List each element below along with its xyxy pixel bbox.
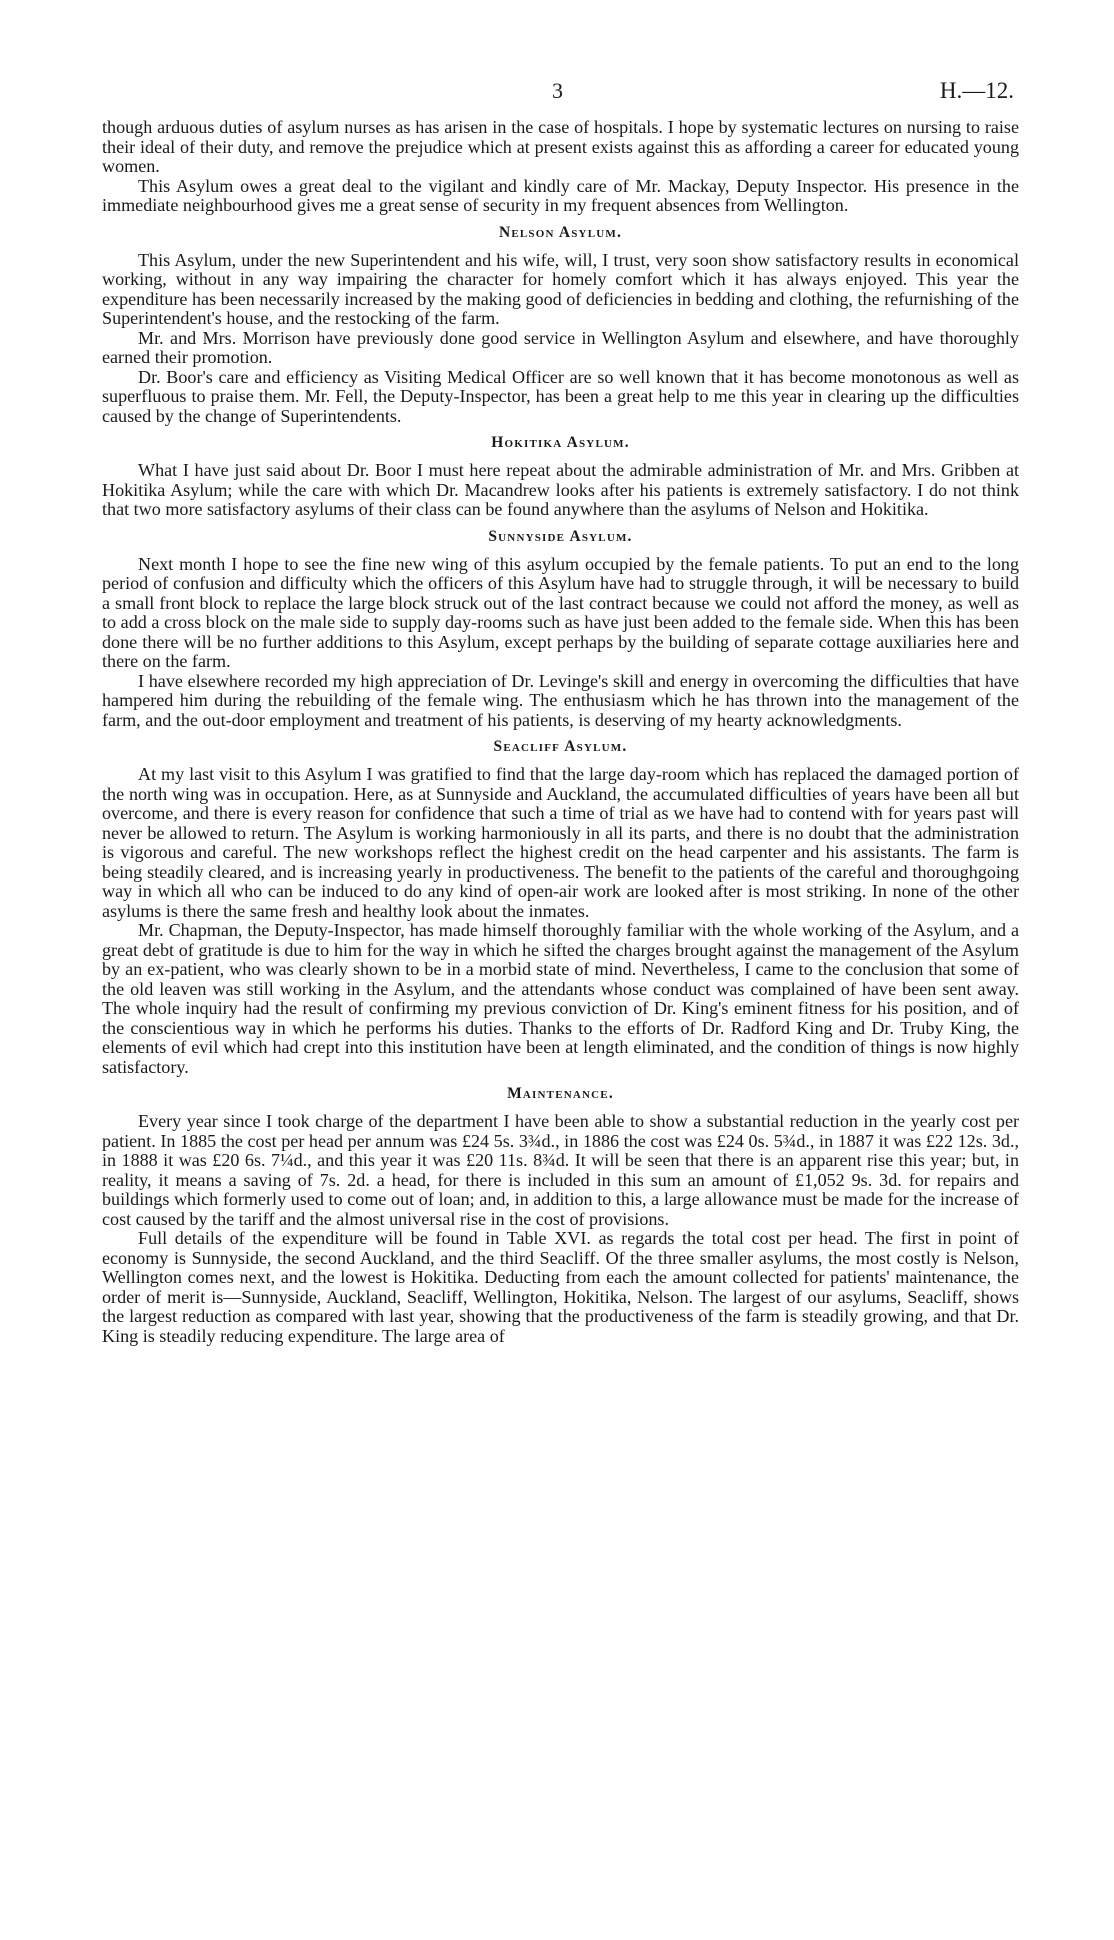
paragraph: Mr. and Mrs. Morrison have previously done good service in Wellington Asylum and elsewhere, and have thoroughly earned their promotion. xyxy=(102,327,1019,367)
section-heading: Seacliff Asylum. xyxy=(493,738,628,755)
running-header xyxy=(102,70,1019,118)
section-seacliff-asylum xyxy=(102,737,1019,1077)
paragraph: though arduous duties of asylum nurses as has arisen in the case of hospitals. I hope by systematic lectures on nursing to raise their ideal of their duty, and remove the prejudice which at present exists against this as affording a career for educated young women. xyxy=(102,117,1019,176)
section-heading: Hokitika Asylum. xyxy=(491,434,630,451)
paragraph: What I have just said about Dr. Boor I must here repeat about the admirable administration of Mr. and Mrs. Gribben at Hokitika Asylum; while the care with which Dr. Macandrew looks after his patients is extremely satisfactory. I do not think that two more satisfactory asylums of their class can be found anywhere than the asylums of Nelson and Hokitika. xyxy=(102,460,1019,519)
paragraph: This Asylum owes a great deal to the vigilant and kindly care of Mr. Mackay, Deputy Inspector. His presence in the immediate neighbourhood gives me a great sense of security in my frequent absences from Wellington. xyxy=(102,175,1019,215)
section-sunnyside-asylum xyxy=(102,527,1019,731)
paragraph: This Asylum, under the new Superintendent and his wife, will, I trust, very soon show satisfactory results in economical working, without in any way impairing the character for homely comfort which it has always enjoyed. This year the expenditure has been necessarily increased by the making good of deficiencies in bedding and clothing, the refurnishing of the Superintendent's house, and the restocking of the farm. xyxy=(102,249,1019,328)
section-maintenance xyxy=(102,1084,1019,1346)
page-number: 3 xyxy=(552,78,563,103)
paragraph: Every year since I took charge of the department I have been able to show a substantial reduction in the yearly cost per patient. In 1885 the cost per head per annum was £24 5s. 3¾d., in 1886 the cost was £24 0s. 5¾d., in 1887 it was £22 12s. 3d., in 1888 it was £20 6s. 7¼d., and this year it was £20 11s. 8¾d. It will be seen that there is an apparent rise this year; but, in reality, it means a saving of 7s. 2d. a head, for there is included in this sum an amount of £1,052 9s. 3d. for repairs and buildings which formerly used to come out of loan; and, in addition to this, a large allowance must be made for the increase of cost caused by the tariff and the almost universal rise in the cost of provisions. xyxy=(102,1111,1019,1229)
paragraph: Dr. Boor's care and efficiency as Visiting Medical Officer are so well known that it has become monotonous as well as superfluous to praise them. Mr. Fell, the Deputy-Inspector, has been a great help to me this year in clearing up the difficulties caused by the change of Superintendents. xyxy=(102,366,1019,426)
document-reference: H.—12. xyxy=(939,78,1014,103)
section-hokitika-asylum xyxy=(102,433,1019,520)
paragraph: Next month I hope to see the fine new wing of this asylum occupied by the female patients. To put an end to the long period of confusion and difficulty which the officers of this Asylum have had to struggle through, it will be necessary to build a small front block to replace the large block struck out of the last contract because we could not afford the money, as well as to add a cross block on the male side to supply day-rooms such as have just been added to the female side. When this has been done there will be no further additions to this Asylum, except perhaps by the building of separate cottage auxiliaries here and there on the farm. xyxy=(102,553,1019,671)
paragraph: I have elsewhere recorded my high appreciation of Dr. Levinge's skill and energy in overcoming the difficulties that have hampered him during the rebuilding of the female wing. The enthusiasm which he has thrown into the management of the farm, and the out-door employment and treatment of his patients, is deserving of my hearty acknowledgments. xyxy=(102,670,1019,730)
section-heading: Nelson Asylum. xyxy=(498,223,623,241)
paragraph: Mr. Chapman, the Deputy-Inspector, has made himself thoroughly familiar with the whole working of the Asylum, and a great debt of gratitude is due to him for the way in which he sifted the charges brought against the management of the Asylum by an ex-patient, who was clearly shown to be in a morbid state of mind. Nevertheless, I came to the conclusion that some of the old leaven was still working in the Asylum, and the attendants whose conduct was complained of have been sent away. The whole inquiry had the result of confirming my previous conviction of Dr. King's eminent fitness for his position, and of the conscientious way in which he performs his duties. Thanks to the efforts of Dr. Radford King and Dr. Truby King, the elements of evil which had crept into this institution have been at length eliminated, and the condition of things is now highly satisfactory. xyxy=(102,920,1019,1077)
section-opening-continuation xyxy=(102,118,1019,216)
section-nelson-asylum xyxy=(102,223,1019,427)
paragraph: At my last visit to this Asylum I was gratified to find that the large day-room which has replaced the damaged portion of the north wing was in occupation. Here, as at Sunnyside and Auckland, the accumulated difficulties of years have been all but overcome, and there is every reason for confidence that such a time of trial as we have had to contend with for years past will never be allowed to return. The Asylum is working harmoniously in all its parts, and there is no doubt that the administration is vigorous and careful. The new workshops reflect the highest credit on the head carpenter and his assistants. The farm is being steadily cleared, and is increasing yearly in productiveness. The benefit to the patients of the careful and thoroughgoing way in which all who can be induced to do any kind of open-air work are looked after is most striking. In none of the other asylums is there the same fresh and healthy look about the inmates. xyxy=(102,764,1019,921)
section-heading: Maintenance. xyxy=(507,1085,614,1102)
paragraph: Full details of the expenditure will be found in Table XVI. as regards the total cost per head. The first in point of economy is Sunnyside, the second Auckland, and the third Seacliff. Of the three smaller asylums, the most costly is Nelson, Wellington comes next, and the lowest is Hokitika. Deducting from each the amount collected for patients' maintenance, the order of merit is—Sunnyside, Auckland, Seacliff, Wellington, Hokitika, Nelson. The largest of our asylums, Seacliff, shows the largest reduction as compared with last year, showing that the productiveness of the farm is steadily growing, and that Dr. King is steadily reducing expenditure. The large area of xyxy=(102,1228,1019,1346)
section-heading: Sunnyside Asylum. xyxy=(488,527,633,545)
